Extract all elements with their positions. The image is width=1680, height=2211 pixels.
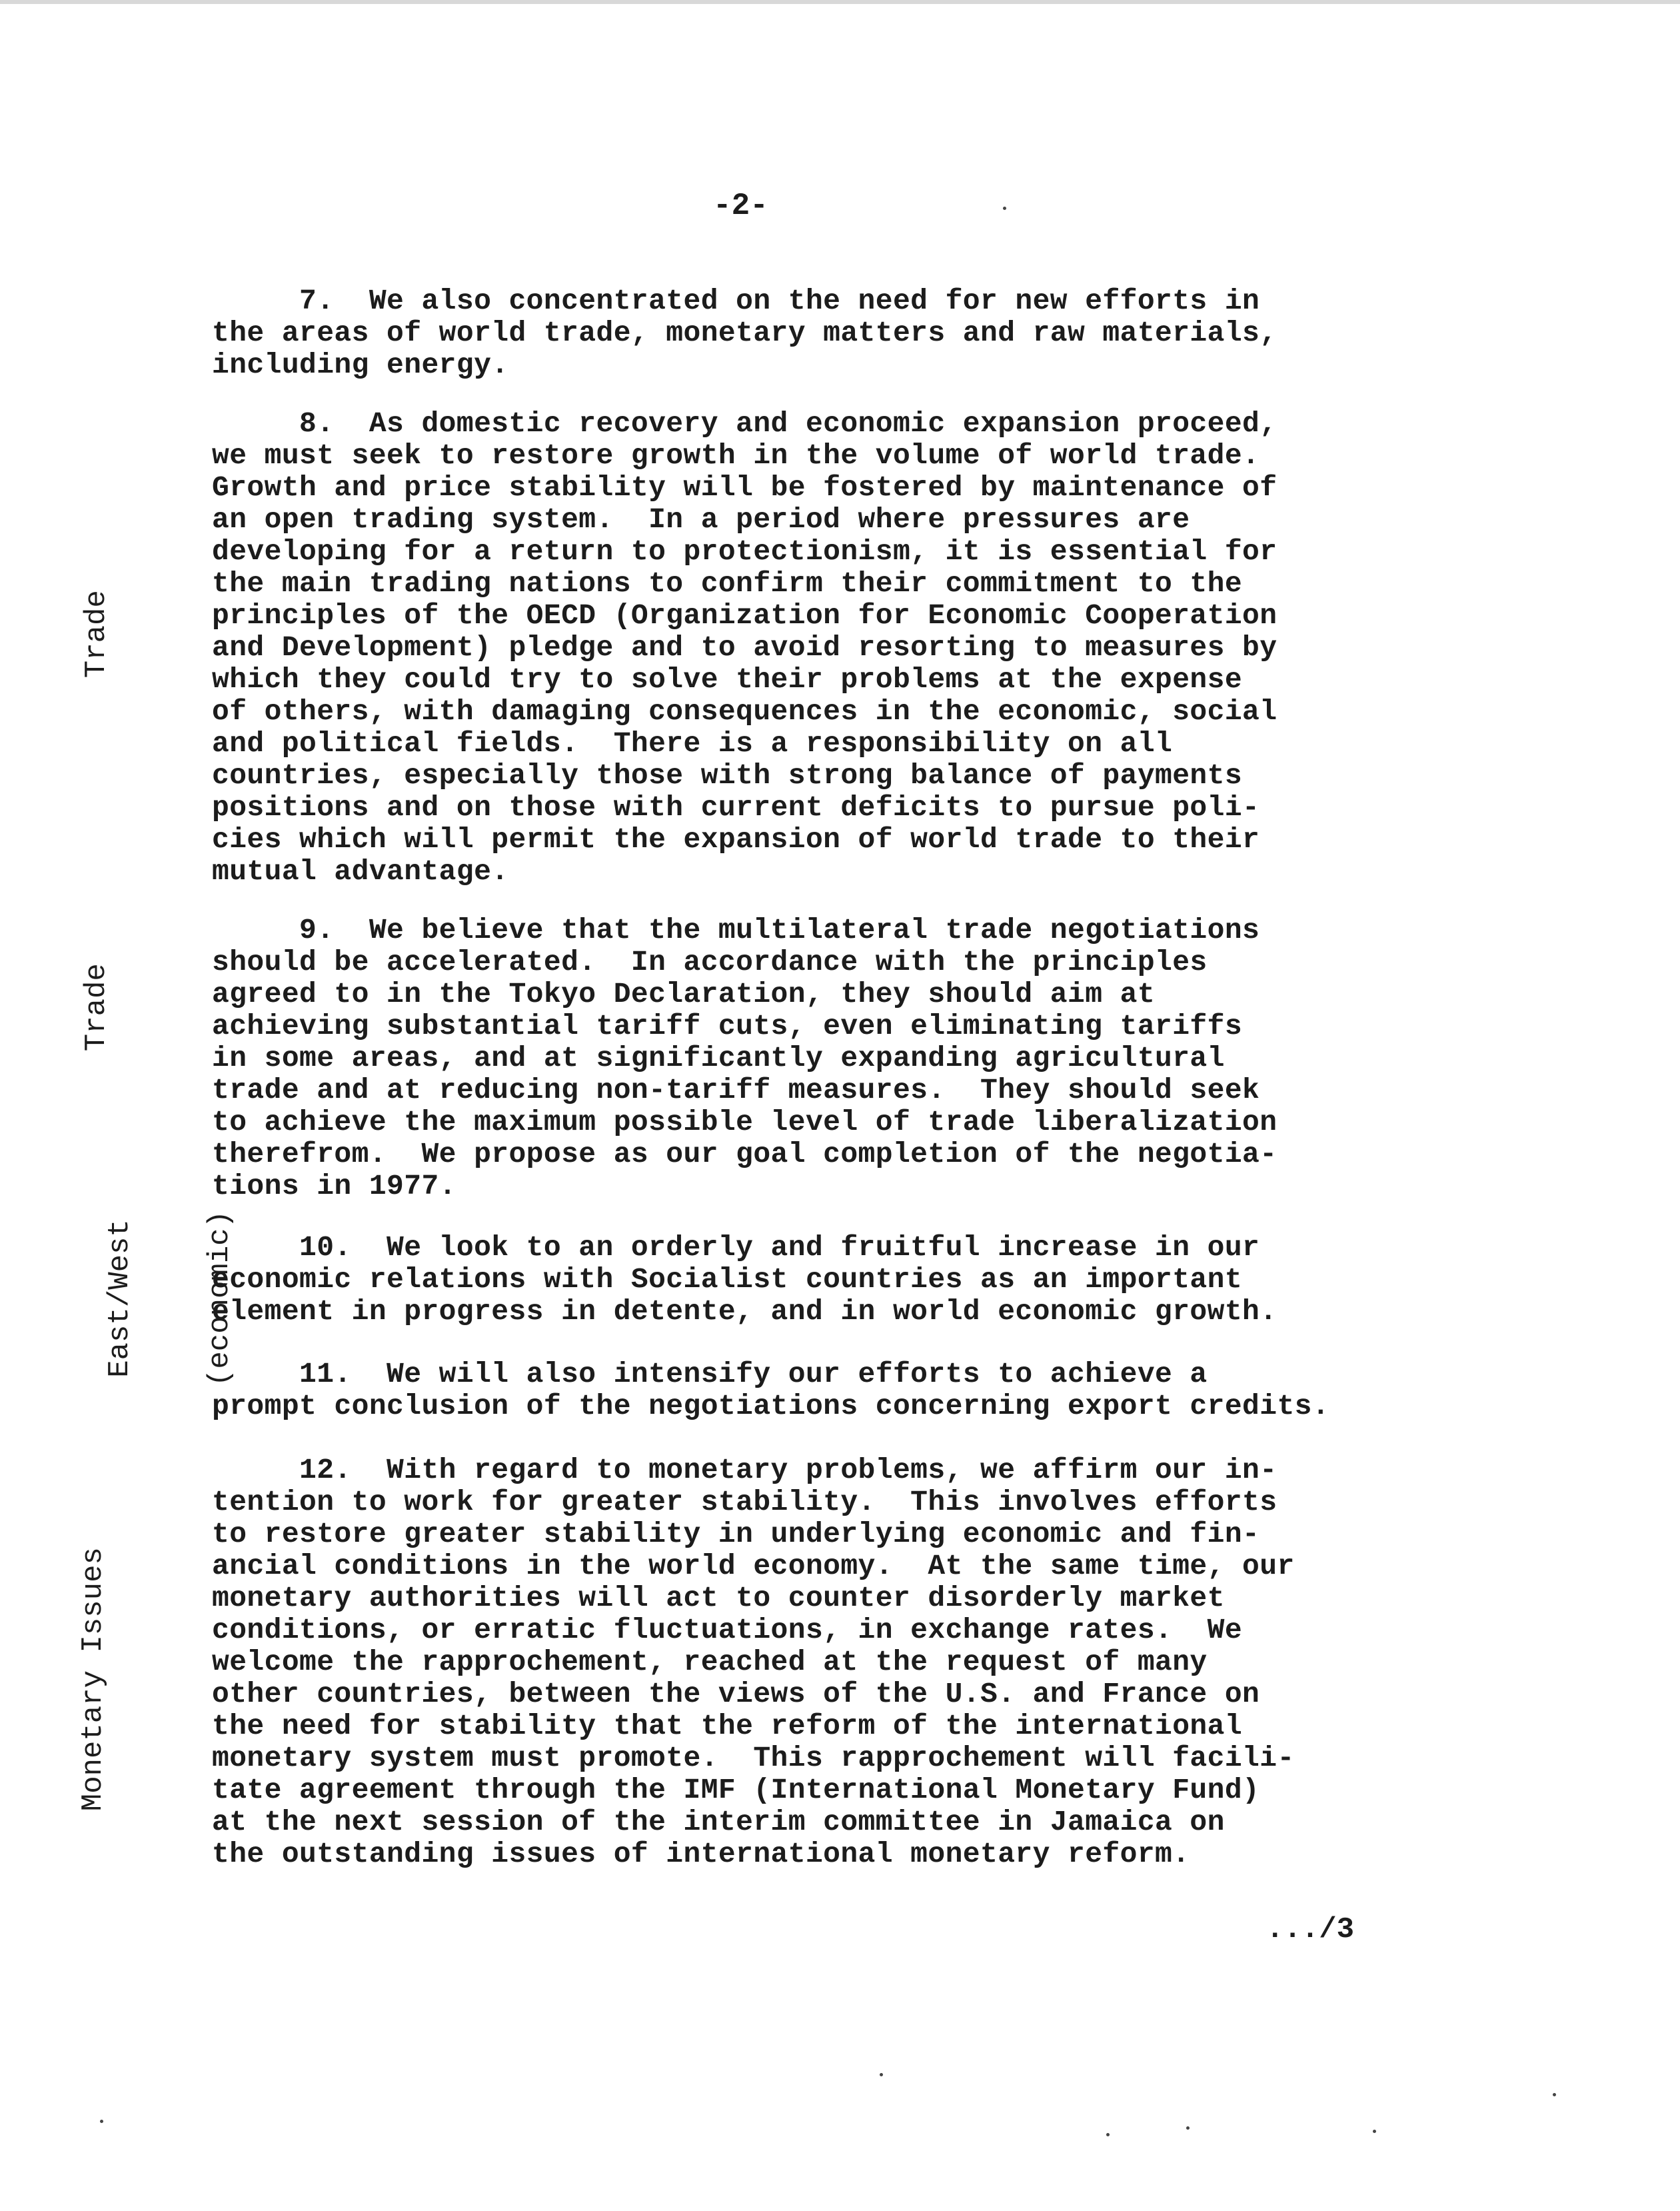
- paragraph-line: including energy.: [212, 349, 509, 381]
- paragraph-line: 11. We will also intensify our efforts to achieve a: [212, 1358, 1208, 1390]
- paragraph-line: 7. We also concentrated on the need for new efforts in: [212, 285, 1260, 317]
- paragraph-9: [212, 915, 1465, 1202]
- paragraph-line: developing for a return to protectionism, it is essential for: [212, 535, 1277, 568]
- scan-speck: [1373, 2130, 1376, 2133]
- page-number: -2-: [713, 189, 768, 223]
- paragraph-line: in some areas, and at significantly expanding agricultural: [212, 1042, 1225, 1075]
- continuation-marker: .../3: [1266, 1913, 1355, 1946]
- paragraph-line: of others, with damaging consequences in the economic, social: [212, 695, 1277, 728]
- paragraph-line: therefrom. We propose as our goal completion of the negotia-: [212, 1138, 1277, 1170]
- paragraph-line: economic relations with Socialist countries as an important: [212, 1263, 1243, 1296]
- paragraph-line: at the next session of the interim committee in Jamaica on: [212, 1806, 1225, 1838]
- paragraph-12: [212, 1454, 1465, 1870]
- paragraph-line: trade and at reducing non-tariff measures. They should seek: [212, 1074, 1260, 1106]
- scan-speck: [880, 2073, 883, 2076]
- paragraph-line: to restore greater stability in underlying economic and fin-: [212, 1518, 1260, 1550]
- paragraph-line: cies which will permit the expansion of world trade to their: [212, 823, 1260, 856]
- paragraph-line: which they could try to solve their problems at the expense: [212, 663, 1243, 696]
- paragraph-line: Growth and price stability will be fostered by maintenance of: [212, 471, 1277, 504]
- paragraph-line: to achieve the maximum possible level of trade liberalization: [212, 1106, 1277, 1138]
- margin-note-trade-1-text: Trade: [80, 590, 113, 679]
- scan-speck: [1553, 2093, 1556, 2096]
- paragraph-line: 9. We believe that the multilateral trade negotiations: [212, 914, 1260, 947]
- margin-note-east-west-line1: East/West: [103, 1219, 137, 1378]
- scan-speck: [1106, 2133, 1110, 2136]
- paragraph-line: tention to work for greater stability. This involves efforts: [212, 1486, 1277, 1518]
- paragraph-line: other countries, between the views of the U.S. and France on: [212, 1678, 1260, 1710]
- paragraph-line: tate agreement through the IMF (International Monetary Fund): [212, 1774, 1260, 1806]
- paragraph-line: the outstanding issues of international monetary reform.: [212, 1838, 1190, 1870]
- paragraph-line: principles of the OECD (Organization for Economic Cooperation: [212, 599, 1277, 632]
- paragraph-10: [212, 1232, 1465, 1328]
- scan-speck: [1003, 207, 1006, 210]
- paragraph-line: conditions, or erratic fluctuations, in exchange rates. We: [212, 1614, 1243, 1646]
- paragraph-line: prompt conclusion of the negotiations concerning export credits.: [212, 1390, 1330, 1422]
- paragraph-line: 10. We look to an orderly and fruitful increase in our: [212, 1231, 1260, 1264]
- margin-note-monetary-text: Monetary Issues: [77, 1547, 110, 1812]
- paragraph-7: [212, 285, 1465, 381]
- margin-note-east-west-line2: (economic): [203, 1210, 237, 1386]
- paragraph-line: achieving substantial tariff cuts, even eliminating tariffs: [212, 1010, 1243, 1043]
- paragraph-line: the areas of world trade, monetary matters and raw materials,: [212, 317, 1277, 349]
- paragraph-line: ancial conditions in the world economy. At the same time, our: [212, 1550, 1295, 1582]
- margin-note-monetary: [43, 1547, 110, 1846]
- margin-note-trade-2-text: Trade: [80, 963, 113, 1052]
- margin-note-trade-1: [47, 590, 113, 713]
- paragraph-line: positions and on those with current deficits to pursue poli-: [212, 791, 1260, 824]
- scan-speck: [1186, 2126, 1190, 2130]
- paragraph-line: tions in 1977.: [212, 1170, 456, 1202]
- paragraph-line: mutual advantage.: [212, 855, 509, 888]
- paragraph-line: the need for stability that the reform of the international: [212, 1710, 1243, 1742]
- paragraph-line: the main trading nations to confirm their commitment to the: [212, 567, 1243, 600]
- paragraph-line: an open trading system. In a period where pressures are: [212, 503, 1190, 536]
- paragraph-line: we must seek to restore growth in the volume of world trade.: [212, 439, 1260, 472]
- paragraph-line: and Development) pledge and to avoid resorting to measures by: [212, 631, 1277, 664]
- paragraph-line: monetary system must promote. This rapprochement will facili-: [212, 1742, 1295, 1774]
- margin-note-trade-2: [47, 963, 113, 1087]
- paragraph-line: countries, especially those with strong balance of payments: [212, 759, 1243, 792]
- scan-speck: [100, 2120, 103, 2123]
- scan-top-edge: [0, 0, 1680, 4]
- paragraph-11: [212, 1358, 1465, 1422]
- paragraph-line: agreed to in the Tokyo Declaration, they should aim at: [212, 978, 1156, 1011]
- paragraph-line: should be accelerated. In accordance with the principles: [212, 946, 1208, 979]
- paragraph-line: welcome the rapprochement, reached at the request of many: [212, 1646, 1208, 1678]
- paragraph-line: and political fields. There is a responsibility on all: [212, 727, 1173, 760]
- paragraph-line: 8. As domestic recovery and economic expansion proceed,: [212, 407, 1277, 440]
- paragraph-8: [212, 408, 1465, 888]
- paragraph-line: element in progress in detente, and in world economic growth.: [212, 1295, 1277, 1328]
- paragraph-line: monetary authorities will act to counter disorderly market: [212, 1582, 1225, 1614]
- paragraph-line: 12. With regard to monetary problems, we affirm our in-: [212, 1454, 1277, 1486]
